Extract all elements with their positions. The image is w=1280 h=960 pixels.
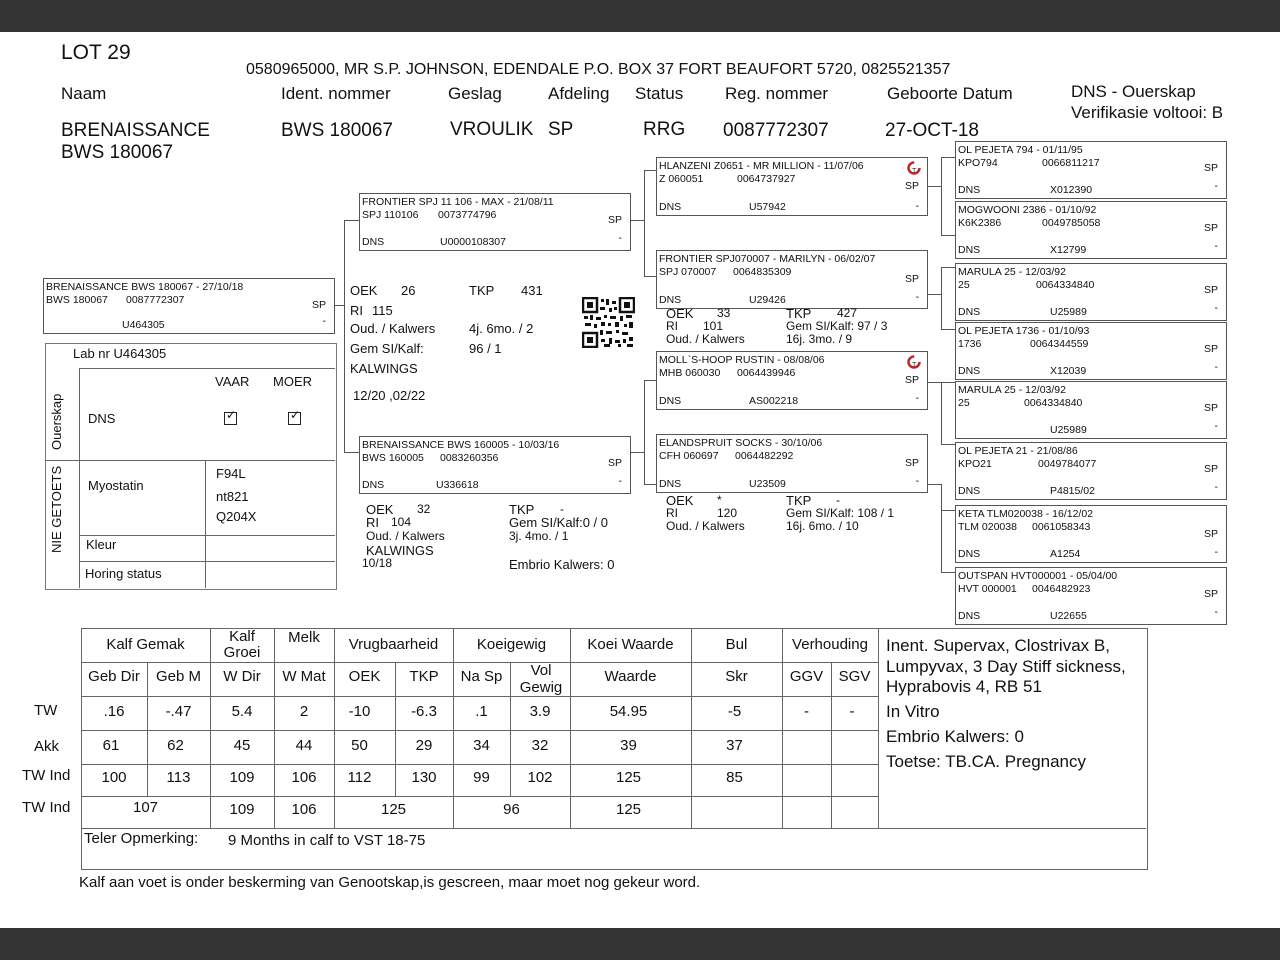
kleur-label: Kleur xyxy=(86,537,117,552)
tw-value: .16 xyxy=(103,703,125,720)
row-label-tw: TW xyxy=(34,702,58,719)
akk-value: 45 xyxy=(233,737,251,754)
gp-id: SPJ 070007 xyxy=(659,266,717,278)
footer-note: Kalf aan voet is onder beskerming van Genootskap,is gescreen, maar moet nog gekeur word. xyxy=(79,874,701,891)
ggp-reg: 0061058343 xyxy=(1032,521,1091,533)
lot-number: LOT 29 xyxy=(61,41,131,64)
group-bul: Bul xyxy=(725,636,748,653)
verifikasie: Verifikasie voltooi: B xyxy=(1071,103,1224,122)
dam-code: U336618 xyxy=(436,479,479,491)
top-bar xyxy=(0,0,1280,32)
ggp-title: OL PEJETA 21 - 21/08/86 xyxy=(958,445,1078,457)
sire-gem-label: Gem SI/Kalf: xyxy=(350,341,424,356)
twind2-value: 125 xyxy=(615,801,642,818)
ggp-title: OL PEJETA 1736 - 01/10/93 xyxy=(958,325,1090,337)
ggp-dns: DNS xyxy=(958,306,981,318)
ggp-id: KPO21 xyxy=(958,458,992,470)
gp-sp: SP xyxy=(904,374,919,386)
tree-line xyxy=(344,220,345,452)
self-id: BWS 180067 xyxy=(46,294,108,306)
ggp-code: U22655 xyxy=(1050,610,1087,622)
lab-nr: Lab nr U464305 xyxy=(73,346,167,361)
ggp-sp: SP xyxy=(1203,463,1218,475)
gp-id: Z 060051 xyxy=(659,173,704,185)
animal-afdeling: SP xyxy=(548,119,574,140)
ggp-title: KETA TLM020038 - 16/12/02 xyxy=(958,508,1094,520)
toetse: Toetse: TB.CA. Pregnancy xyxy=(886,752,1087,771)
twind-value: 106 xyxy=(291,769,317,786)
akk-value: 29 xyxy=(415,737,433,754)
sire-oud-label: Oud. / Kalwers xyxy=(350,321,436,336)
sire-kalwing-dates: 12/20 ,02/22 xyxy=(353,388,426,403)
tree-line xyxy=(941,484,942,572)
dam-oek-label: OEK xyxy=(366,502,394,517)
row-label-tw-ind: TW Ind xyxy=(22,767,71,784)
header-ident: Ident. nommer xyxy=(281,84,391,103)
sire-ri-label: RI xyxy=(350,303,363,318)
group-kalf-gemak: Kalf Gemak xyxy=(106,636,185,653)
row-label-akk: Akk xyxy=(34,738,60,755)
great-grandparent-box xyxy=(955,442,1227,500)
gp-reg: 0064737927 xyxy=(737,173,796,185)
vaar-check-icon xyxy=(224,412,237,425)
group-koeigewig: Koeigewig xyxy=(476,636,547,653)
twind-value: 112 xyxy=(347,769,372,786)
tree-line xyxy=(941,157,955,158)
sire-box xyxy=(359,193,631,251)
inent-line-1: Inent. Supervax, Clostrivax B, xyxy=(886,636,1110,655)
gp-sp: SP xyxy=(904,273,919,285)
tree-line xyxy=(334,305,344,306)
col-sgv: SGV xyxy=(838,668,871,685)
tree-line xyxy=(344,452,359,453)
col-waarde: Waarde xyxy=(604,668,657,685)
col-oek: OEK xyxy=(348,668,381,685)
ggp-code: U25989 xyxy=(1050,306,1087,318)
sire-reg: 0073774796 xyxy=(438,209,497,221)
socks-oud-label: Oud. / Kalwers xyxy=(666,519,745,533)
dam-gem: Gem SI/Kalf:0 / 0 xyxy=(509,515,608,530)
ggp-dns: DNS xyxy=(958,548,981,560)
sire-tkp-value: 431 xyxy=(521,283,543,298)
ggp-reg: 0046482923 xyxy=(1032,583,1091,595)
gp-code: U29426 xyxy=(749,294,786,306)
ggp-reg: 0064344559 xyxy=(1030,338,1089,350)
twind2-value: 125 xyxy=(380,801,407,818)
gp-dash: - xyxy=(915,475,919,487)
animal-geboorte: 27-OCT-18 xyxy=(885,120,979,141)
gp-code: AS002218 xyxy=(749,395,799,407)
ggp-dash: - xyxy=(1214,361,1218,373)
tree-line xyxy=(941,382,942,444)
ggp-id: K6K2386 xyxy=(958,217,1002,229)
owner-line: 0580965000, MR S.P. JOHNSON, EDENDALE P.O. BOX 37 FORT BEAUFORT 5720, 0825521357 xyxy=(246,61,951,78)
tw-value: 3.9 xyxy=(529,703,551,720)
gp-reg: 0064482292 xyxy=(735,450,794,462)
gp-code: U57942 xyxy=(749,201,786,213)
in-vitro: In Vitro xyxy=(886,702,940,721)
myo-value-2: nt821 xyxy=(216,489,249,504)
dam-sp: SP xyxy=(607,457,622,469)
ggp-title: MARULA 25 - 12/03/92 xyxy=(958,384,1066,396)
svg-text:T: T xyxy=(912,168,917,175)
embrio-kalwers: Embrio Kalwers: 0 xyxy=(886,727,1024,746)
header-geslag: Geslag xyxy=(448,84,502,103)
sire-dns: DNS xyxy=(362,236,385,248)
ggp-code: X12039 xyxy=(1050,365,1087,377)
moer-check-icon xyxy=(288,412,301,425)
dns-label: DNS xyxy=(88,411,116,426)
dam-ri-value: 104 xyxy=(391,515,412,529)
ouerskap-label: Ouerskap xyxy=(49,393,64,450)
header-naam: Naam xyxy=(61,84,107,103)
gp-dash: - xyxy=(915,200,919,212)
vaar-label: VAAR xyxy=(215,374,250,389)
great-grandparent-box xyxy=(955,141,1227,199)
tw-value: -6.3 xyxy=(411,703,437,720)
sire-oud-value: 4j. 6mo. / 2 xyxy=(469,321,534,336)
ggp-dns: DNS xyxy=(958,365,981,377)
ggp-reg: 0049785058 xyxy=(1042,217,1101,229)
akk-value: 61 xyxy=(102,737,120,754)
akk-value: 37 xyxy=(726,737,743,754)
group-vrugbaarheid: Vrugbaarheid xyxy=(348,636,439,653)
genootskap-logo-icon xyxy=(907,161,921,175)
marilyn-gem: Gem SI/Kalf: 97 / 3 xyxy=(786,319,888,333)
ggp-dash: - xyxy=(1214,240,1218,252)
gp-sp: SP xyxy=(904,457,919,469)
twind-value: 99 xyxy=(473,769,490,786)
header-geboorte: Geboorte Datum xyxy=(887,84,1013,103)
ggp-dash: - xyxy=(1214,481,1218,493)
tw-value: 54.95 xyxy=(609,703,648,720)
animal-name: BRENAISSANCE xyxy=(61,120,210,141)
teler-text: 9 Months in calf to VST 18-75 xyxy=(228,832,426,849)
marilyn-ri-label: RI xyxy=(666,319,678,333)
ggp-sp: SP xyxy=(1203,222,1218,234)
self-reg: 0087772307 xyxy=(126,294,185,306)
ggp-reg: 0049784077 xyxy=(1038,458,1097,470)
self-code: U464305 xyxy=(122,319,165,331)
great-grandparent-box xyxy=(955,381,1227,439)
inent-line-3: Hyprabovis 4, RB 51 xyxy=(886,677,1042,696)
akk-value: 39 xyxy=(620,737,637,754)
gp-dns: DNS xyxy=(659,201,682,213)
ggp-code: A1254 xyxy=(1050,548,1081,560)
myo-value-3: Q204X xyxy=(216,509,257,524)
tw-value: -10 xyxy=(348,703,371,720)
group-kalf-groei: Kalf Groei xyxy=(223,628,261,661)
ggp-code: U25989 xyxy=(1050,424,1087,436)
animal-reg: 0087772307 xyxy=(723,120,829,141)
ggp-reg: 0064334840 xyxy=(1024,397,1083,409)
marilyn-oud-value: 16j. 3mo. / 9 xyxy=(786,332,853,346)
twind2-value: 106 xyxy=(291,801,317,818)
grandparent-box xyxy=(656,434,928,493)
dam-dash: - xyxy=(618,475,622,487)
self-pedigree-box xyxy=(43,278,335,334)
ggp-code: P4815/02 xyxy=(1050,485,1095,497)
gp-sp: SP xyxy=(904,180,919,192)
ggp-id: 25 xyxy=(958,279,970,291)
svg-text:T: T xyxy=(912,362,917,369)
tree-line xyxy=(644,380,645,484)
ggp-sp: SP xyxy=(1203,528,1218,540)
col-geb-dir: Geb Dir xyxy=(88,668,140,685)
horing-label: Horing status xyxy=(85,566,162,581)
gp-title: HLANZENI Z0651 - MR MILLION - 11/07/06 xyxy=(659,160,864,172)
dam-reg: 0083260356 xyxy=(440,452,499,464)
sire-code: U0000108307 xyxy=(440,236,506,248)
marilyn-oud-label: Oud. / Kalwers xyxy=(666,332,745,346)
tree-line xyxy=(941,382,955,383)
tree-line xyxy=(644,276,656,277)
akk-value: 34 xyxy=(473,737,490,754)
self-dash: - xyxy=(322,315,326,327)
tree-line xyxy=(644,484,656,485)
tree-line xyxy=(644,170,656,171)
gp-title: FRONTIER SPJ070007 - MARILYN - 06/02/07 xyxy=(659,253,876,265)
tree-line xyxy=(941,235,955,236)
twind2-value: 107 xyxy=(132,799,159,816)
ggp-dash: - xyxy=(1214,420,1218,432)
gp-title: MOLL`S-HOOP RUSTIN - 08/08/06 xyxy=(659,354,825,366)
marilyn-tkp-value: 427 xyxy=(837,306,858,320)
nie-getoets-label: NIE GETOETS xyxy=(49,465,64,553)
gp-reg: 0064835309 xyxy=(733,266,792,278)
dam-dns: DNS xyxy=(362,479,385,491)
sire-id: SPJ 110106 xyxy=(362,209,419,221)
ggp-reg: 0066811217 xyxy=(1042,157,1100,169)
tree-line xyxy=(941,267,955,268)
gp-dash: - xyxy=(915,392,919,404)
ggp-dash: - xyxy=(1214,302,1218,314)
qr-code-icon xyxy=(582,297,635,348)
marilyn-oek-value: 33 xyxy=(717,306,731,320)
gp-dns: DNS xyxy=(659,294,682,306)
dam-embrio: Embrio Kalwers: 0 xyxy=(509,557,615,572)
col-ggv: GGV xyxy=(789,668,824,685)
great-grandparent-box xyxy=(955,567,1227,625)
tw-value: - xyxy=(804,703,809,720)
tree-line xyxy=(941,572,955,573)
ggp-reg: 0064334840 xyxy=(1036,279,1095,291)
tree-line xyxy=(941,157,942,235)
tw-value: .1 xyxy=(475,703,488,720)
great-grandparent-box xyxy=(955,322,1227,380)
ggp-sp: SP xyxy=(1203,402,1218,414)
header-status: Status xyxy=(635,84,684,103)
grandparent-box xyxy=(656,351,928,410)
col-w-mat: W Mat xyxy=(282,668,326,685)
dam-kalwing-date: 10/18 xyxy=(362,556,393,570)
ggp-dash: - xyxy=(1214,180,1218,192)
gp-reg: 0064439946 xyxy=(737,367,796,379)
ggp-id: HVT 000001 xyxy=(958,583,1017,595)
marilyn-tkp-label: TKP xyxy=(786,306,812,321)
twind-value: 85 xyxy=(726,769,743,786)
gp-dns: DNS xyxy=(659,395,682,407)
tw-value: - xyxy=(849,703,855,720)
inent-line-2: Lumpyvax, 3 Day Stiff sickness, xyxy=(886,657,1126,676)
ggp-dash: - xyxy=(1214,546,1218,558)
ggp-code: X12799 xyxy=(1050,244,1087,256)
genootskap-logo-icon xyxy=(907,355,921,369)
socks-oud-value: 16j. 6mo. / 10 xyxy=(786,519,859,533)
sire-title: FRONTIER SPJ 11 106 - MAX - 21/08/11 xyxy=(362,196,554,208)
ggp-title: OL PEJETA 794 - 01/11/95 xyxy=(958,144,1083,156)
tree-line xyxy=(941,444,955,445)
tree-line xyxy=(941,329,955,330)
header-afdeling: Afdeling xyxy=(548,84,610,103)
twind-value: 125 xyxy=(615,769,642,786)
sire-dash: - xyxy=(618,232,622,244)
akk-value: 62 xyxy=(167,737,184,754)
great-grandparent-box xyxy=(955,263,1227,321)
tree-line xyxy=(926,484,941,485)
row-label-tw-ind-2: TW Ind xyxy=(22,799,71,816)
ggp-title: OUTSPAN HVT000001 - 05/04/00 xyxy=(958,570,1118,582)
dam-oud-label: Oud. / Kalwers xyxy=(366,529,445,543)
tree-line xyxy=(344,220,359,221)
sire-kalwings: KALWINGS xyxy=(350,361,418,376)
group-melk: Melk xyxy=(288,629,320,646)
great-grandparent-box xyxy=(955,201,1227,259)
animal-name-2: BWS 180067 xyxy=(61,142,173,163)
grandparent-box xyxy=(656,250,928,309)
marilyn-ri-value: 101 xyxy=(703,319,724,333)
ggp-dns: DNS xyxy=(958,184,981,196)
sire-ri-value: 115 xyxy=(372,303,393,318)
header-reg: Reg. nommer xyxy=(725,84,828,103)
ggp-code: X012390 xyxy=(1050,184,1093,196)
col-tkp: TKP xyxy=(409,668,439,685)
self-title: BRENAISSANCE BWS 180067 - 27/10/18 xyxy=(46,281,244,293)
col-geb-m: Geb M xyxy=(155,668,201,685)
tree-line xyxy=(926,382,941,383)
sire-tkp-label: TKP xyxy=(469,283,495,298)
akk-value: 32 xyxy=(531,737,549,754)
ggp-dns: DNS xyxy=(958,485,981,497)
dam-id: BWS 160005 xyxy=(362,452,424,464)
col-w-dir: W Dir xyxy=(223,668,261,685)
gp-dns: DNS xyxy=(659,478,682,490)
gp-id: MHB 060030 xyxy=(659,367,721,379)
dam-box xyxy=(359,436,631,494)
group-koei-waarde: Koei Waarde xyxy=(587,636,674,653)
gp-title: ELANDSPRUIT SOCKS - 30/10/06 xyxy=(659,437,823,449)
twind-value: 102 xyxy=(527,769,553,786)
marilyn-oek-label: OEK xyxy=(666,306,694,321)
socks-gem: Gem SI/Kalf: 108 / 1 xyxy=(786,506,895,520)
ggp-title: MOGWOONI 2386 - 01/10/92 xyxy=(958,204,1097,216)
dns-ouerskap: DNS - Ouerskap xyxy=(1071,82,1196,101)
sire-oek-value: 26 xyxy=(401,283,416,298)
col-skr: Skr xyxy=(725,668,748,685)
dam-title: BRENAISSANCE BWS 160005 - 10/03/16 xyxy=(362,439,560,451)
myostatin-label: Myostatin xyxy=(88,478,144,493)
ggp-sp: SP xyxy=(1203,162,1218,174)
grandparent-box xyxy=(656,157,928,216)
great-grandparent-box xyxy=(955,505,1227,563)
dam-tkp-value: - xyxy=(560,502,564,516)
col-na-sp: Na Sp xyxy=(460,668,503,685)
tw-value: 2 xyxy=(299,703,309,720)
teler-label: Teler Opmerking: xyxy=(84,830,199,847)
tw-value: -5 xyxy=(727,703,742,720)
group-verhouding: Verhouding xyxy=(792,636,868,653)
twind-value: 130 xyxy=(411,769,437,786)
ggp-title: MARULA 25 - 12/03/92 xyxy=(958,266,1066,278)
twind2-value: 109 xyxy=(229,801,255,818)
ggp-id: KPO794 xyxy=(958,157,998,169)
tree-line xyxy=(629,452,644,453)
animal-geslag: VROULIK xyxy=(450,119,534,140)
socks-ri-label: RI xyxy=(666,506,678,520)
socks-oek-value: * xyxy=(717,493,722,507)
dam-ri-label: RI xyxy=(366,515,379,530)
gp-code: U23509 xyxy=(749,478,786,490)
ggp-id: 25 xyxy=(958,397,970,409)
dam-oud-value: 3j. 4mo. / 1 xyxy=(509,529,569,543)
tree-line xyxy=(629,220,644,221)
tree-line xyxy=(926,294,941,295)
socks-tkp-value: - xyxy=(836,493,840,507)
twind-value: 100 xyxy=(101,769,127,786)
gp-id: CFH 060697 xyxy=(659,450,719,462)
animal-ident: BWS 180067 xyxy=(281,120,393,141)
socks-ri-value: 120 xyxy=(717,506,738,520)
akk-value: 44 xyxy=(295,737,313,754)
animal-status: RRG xyxy=(643,119,686,140)
tw-value: 5.4 xyxy=(231,703,253,720)
self-sp: SP xyxy=(311,299,326,311)
sire-sp: SP xyxy=(607,214,622,226)
tw-value: -.47 xyxy=(165,703,192,720)
twind2-value: 96 xyxy=(503,801,520,818)
moer-label: MOER xyxy=(273,374,312,389)
sire-oek-label: OEK xyxy=(350,283,378,298)
sire-gem-value: 96 / 1 xyxy=(469,341,502,356)
twind-value: 109 xyxy=(229,769,255,786)
twind-value: 113 xyxy=(166,769,191,786)
ggp-id: 1736 xyxy=(958,338,982,350)
tree-line xyxy=(644,170,645,276)
dam-kalwings: KALWINGS xyxy=(366,543,434,558)
socks-tkp-label: TKP xyxy=(786,493,812,508)
dam-oek-value: 32 xyxy=(417,502,431,516)
ggp-id: TLM 020038 xyxy=(958,521,1017,533)
dam-tkp-label: TKP xyxy=(509,502,535,517)
ggp-sp: SP xyxy=(1203,588,1218,600)
ggp-sp: SP xyxy=(1203,343,1218,355)
gp-dash: - xyxy=(915,291,919,303)
col-vol-gewig: Vol Gewig xyxy=(519,662,563,696)
myo-value-1: F94L xyxy=(216,466,246,481)
tree-line xyxy=(941,510,955,511)
tree-line xyxy=(941,267,942,329)
ggp-dash: - xyxy=(1214,606,1218,618)
tree-line xyxy=(644,380,656,381)
ggp-dns: DNS xyxy=(958,244,981,256)
bottom-bar xyxy=(0,928,1280,960)
ggp-dns: DNS xyxy=(958,610,981,622)
socks-oek-label: OEK xyxy=(666,493,694,508)
tree-line xyxy=(926,186,941,187)
akk-value: 50 xyxy=(351,737,368,754)
ggp-sp: SP xyxy=(1203,284,1218,296)
